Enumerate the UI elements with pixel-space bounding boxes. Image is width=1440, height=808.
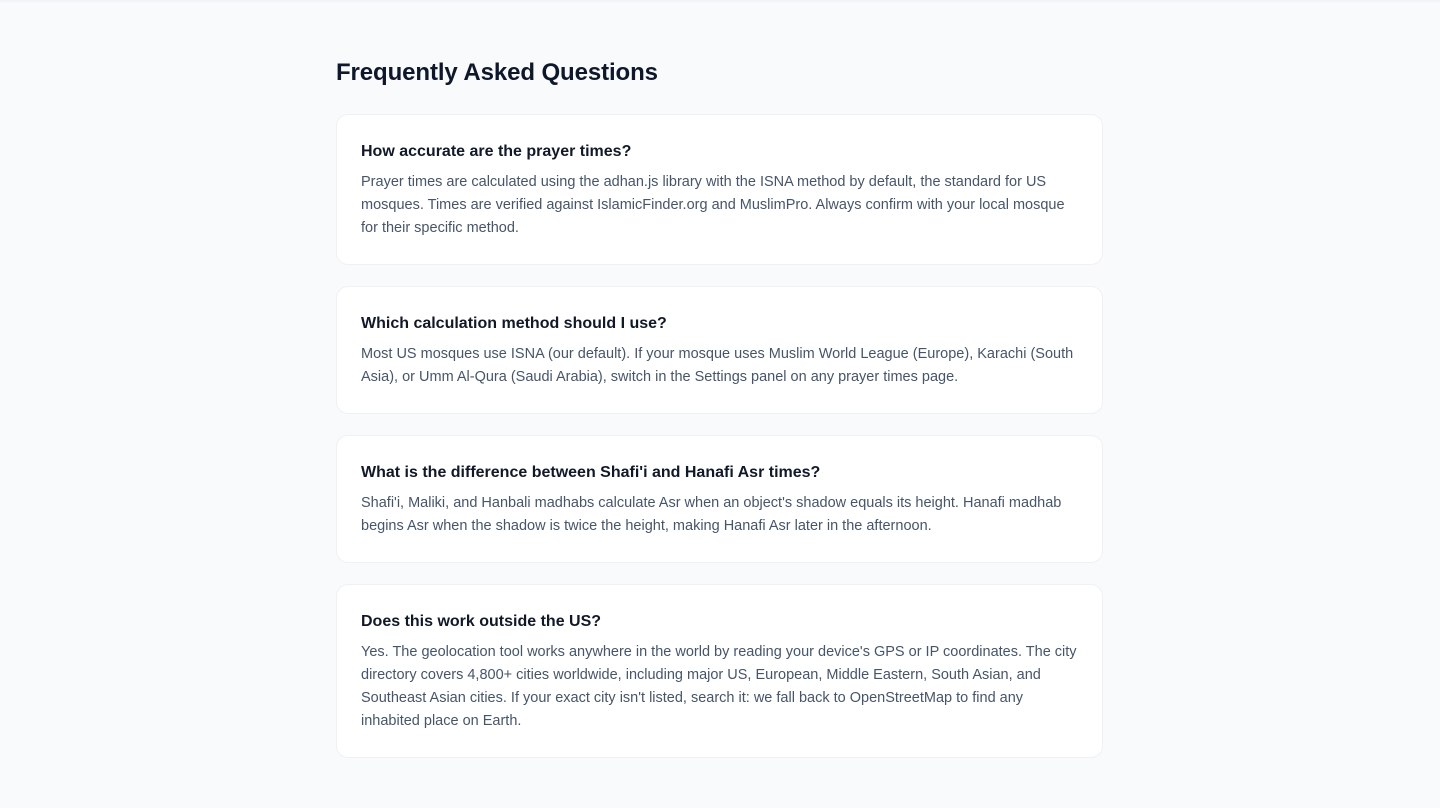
faq-answer: Yes. The geolocation tool works anywhere in the world by reading your device's GPS or IP coordinates. The city directory covers 4,800+ cities worldwide, including major US, European, Middle Eastern, South Asian, and Southeast Asian cities. If your exact city isn't listed, search it: we fall back to OpenStreetMap to find any inhabited place on Earth. bbox=[361, 644, 1077, 729]
faq-answer: Prayer times are calculated using the adhan.js library with the ISNA method by default, the standard for US mosques. Times are verified against IslamicFinder.org and MuslimPro. Always confirm with your local mosque for their specific method. bbox=[361, 174, 1065, 236]
faq-question: What is the difference between Shafi'i and Hanafi Asr times? bbox=[361, 464, 821, 481]
faq-answer: Most US mosques use ISNA (our default). If your mosque uses Muslim World League (Europe), Karachi (South Asia), or Umm Al-Qura (Saudi Arabia), switch in the Settings panel on any prayer times page. bbox=[361, 346, 1074, 385]
header-shadow bbox=[0, 0, 1440, 3]
faq-item bbox=[336, 114, 1103, 265]
faq-item bbox=[336, 286, 1103, 414]
faq-question: Does this work outside the US? bbox=[361, 613, 602, 630]
faq-question: Which calculation method should I use? bbox=[361, 315, 667, 332]
faq-item bbox=[336, 584, 1103, 758]
faq-item bbox=[336, 435, 1103, 563]
faq-question: How accurate are the prayer times? bbox=[361, 143, 632, 160]
faq-section bbox=[336, 57, 1103, 779]
page-title: Frequently Asked Questions bbox=[336, 59, 658, 86]
faq-list bbox=[336, 114, 1103, 758]
faq-answer: Shafi'i, Maliki, and Hanbali madhabs calculate Asr when an object's shadow equals its height. Hanafi madhab begins Asr when the shadow is twice the height, making Hanafi Asr later in the afternoon. bbox=[361, 495, 1062, 534]
